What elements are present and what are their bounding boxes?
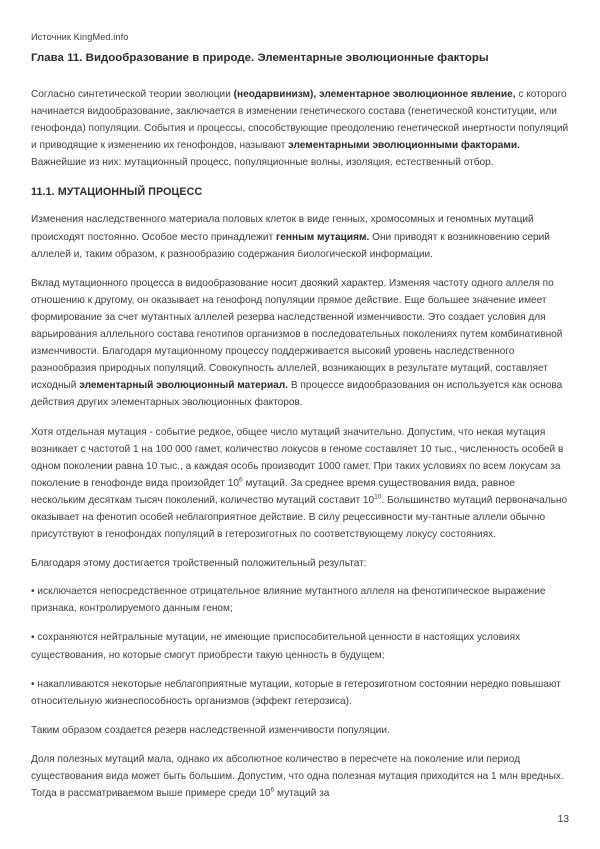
paragraph-contribution bbox=[31, 275, 569, 412]
intro-bold-1: (неодарвинизм), элементарное эволюционное явление, bbox=[233, 89, 516, 100]
section-heading-mutation-process: 11.1. МУТАЦИОННЫЙ ПРОЦЕСС bbox=[31, 186, 203, 199]
quantitative-segment-2: мутаций. За среднее время существования вида, равное нескольким десяткам тысяч поколений, количество мутаций составит 10 bbox=[31, 477, 516, 506]
list-item-bullet-1: • исключается непосредственное отрицательное влияние мутантного аллеля на фенотипическое выражение признака, контролируемого данным геном; bbox=[31, 586, 546, 615]
useful-share-segment-2: мутаций за bbox=[274, 788, 330, 800]
paragraph-intro bbox=[31, 86, 569, 171]
quantitative-segment-3: . Большинство мутаций первоначально оказывает на фенотип особей неблагоприятное действие. В силу рецессивности му-тантные аллели обычно присутствуют в генофондах популяций в гетерозиготных по соответствующему локусу состояниях. bbox=[31, 494, 568, 541]
quantitative-segment-1: Хотя отдельная мутация - событие редкое, общее число мутаций значительно. Допустим, что некая мутация возникает с частотой 1 на 100 000 гамет, количество локусов в геноме составляет 10 тыс., численность особей в одном поколении равна 10 тыс., а каждая особь производит 1000 гамет. При таких условиях по всем локусам за поколение в генофонде вида произойдет 10 bbox=[31, 426, 564, 489]
mutation-intro-segment-1: Изменения наследственного материала половых клеток в виде генных, хромосомных и геномных мутаций происходят постоянно. Особое место принадлежит bbox=[31, 214, 534, 243]
paragraph-quantitative-example bbox=[31, 424, 569, 544]
paragraph-mutation-intro bbox=[31, 211, 569, 262]
page-number: 13 bbox=[557, 814, 569, 825]
paragraph-useful-share bbox=[31, 751, 569, 802]
list-item-bullet-3: • накапливаются некоторые неблагоприятные мутации, которые в гетерозиготном состоянии нередко повышают относительную жизнеспособность организмов (эффект гетерозиса). bbox=[31, 678, 561, 707]
superscript-exponent-six-second: 6 bbox=[270, 786, 275, 794]
contribution-segment-2: В процессе видообразования он используется как основа действия других элементарных эволюционных факторов. bbox=[31, 380, 563, 409]
mutation-intro-segment-2: Они приводят к возникновению серий аллелей и, таким образом, к разнообразию содержания биологической информации. bbox=[31, 231, 550, 260]
intro-segment-3: Важнейшие из них: мутационный процесс, популяционные волны, изоляция, естественный отбор. bbox=[31, 157, 494, 169]
useful-share-segment-1: Доля полезных мутаций мала, однако их абсолютное количество в пересчете на поколение или период существования вида может быть большим. Допустим, что одна полезная мутация приходится на 1 млн вредных. Тогда в рассматриваемом выше примере среди 10 bbox=[31, 753, 564, 800]
chapter-title: Глава 11. Видообразование в природе. Элементарные эволюционные факторы bbox=[31, 52, 489, 64]
paragraph-reserve-summary: Таким образом создается резерв наследственной изменчивости популяции. bbox=[31, 724, 390, 736]
intro-segment-1: Согласно синтетической теории эволюции bbox=[31, 89, 234, 100]
source-attribution: Источник KingMed.info bbox=[31, 32, 129, 42]
contribution-bold-1: элементарный эволюционный материал. bbox=[79, 380, 289, 392]
intro-bold-2: элементарными эволюционными факторами. bbox=[288, 140, 520, 152]
superscript-exponent-six: 6 bbox=[239, 476, 243, 484]
superscript-exponent-ten: 10 bbox=[374, 493, 382, 501]
mutation-intro-bold-1: генным мутациям. bbox=[276, 231, 370, 243]
paragraph-triple-result-lead: Благодаря этому достигается тройственный положительный результат: bbox=[31, 558, 367, 570]
intro-segment-2: с которого начинается видообразование, заключается в изменении генетического состава (генетической конституции, или генофонда) популяции. События и процессы, способствующие преодолению генетической инертности популяций и приводящие к изменению их генофондов, называют bbox=[31, 89, 569, 152]
contribution-segment-1: Вклад мутационного процесса в видообразование носит двоякий характер. Изменяя частоту одного аллеля по отношению к другому, он оказывает на генофонд популяции прямое действие. Еще большее значение имеет формирование за счет мутантных аллелей резерва наследственной изменчивости. Это создает условия для варьирования аллельного состава генотипов организмов в последовательных поколениях путем комбинативной изменчивости. Благодаря мутационному процессу поддерживается высокий уровень наследственного разнообразия природных популяций. Совокупность аллелей, возникающих в результате мутаций, составляет исходный bbox=[31, 277, 563, 392]
list-item-bullet-2: • сохраняются нейтральные мутации, не имеющие приспособительной ценности в настоящих условиях существования, но которые смогут приобрести такую ценность в будущем; bbox=[31, 632, 521, 661]
